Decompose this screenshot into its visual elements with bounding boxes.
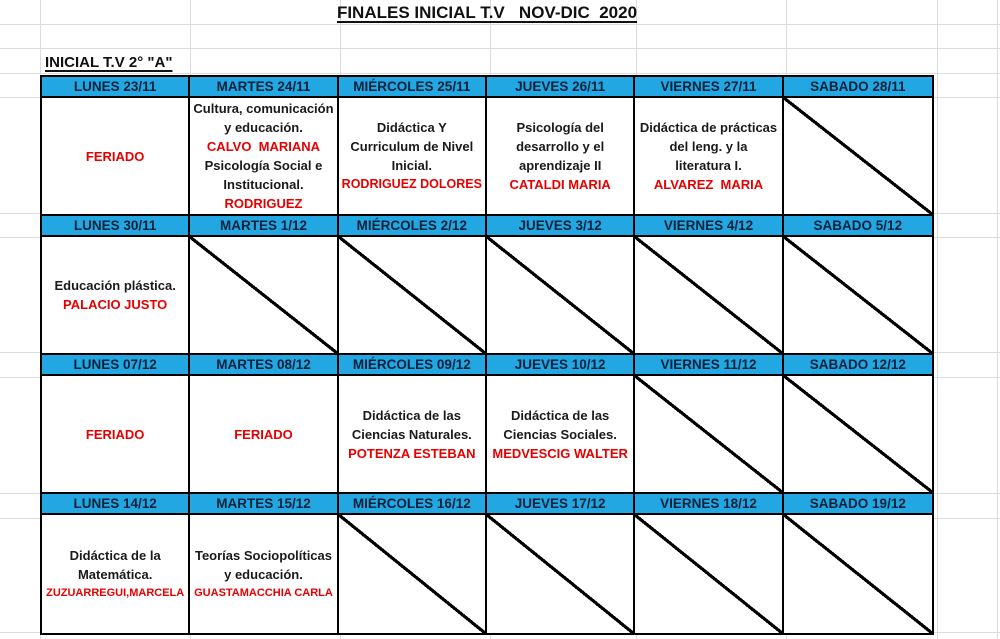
day-header-cell[interactable] — [784, 216, 932, 237]
day-header-label: LUNES 30/11 — [73, 218, 157, 233]
day-header-label: MARTES 1/12 — [219, 218, 307, 233]
course-text-line: Psicología del — [516, 120, 604, 135]
course-text-line: Teorías Sociopolíticas — [194, 547, 332, 563]
schedule-cell[interactable] — [42, 376, 190, 494]
day-header-label: SABADO 19/12 — [809, 496, 906, 511]
schedule-cell[interactable] — [42, 515, 190, 633]
course-text-line: Matemática. — [77, 566, 153, 582]
crossed-out-cell[interactable] — [784, 237, 932, 355]
day-header-label: VIERNES 18/12 — [660, 496, 757, 511]
day-header-cell[interactable] — [784, 355, 932, 376]
day-header-cell[interactable] — [190, 77, 338, 98]
day-header-label: JUEVES 10/12 — [514, 357, 606, 372]
course-text-line: literatura I. — [675, 158, 742, 173]
day-header-cell[interactable] — [784, 494, 932, 515]
crossed-out-cell[interactable] — [487, 515, 635, 633]
crossed-out-cell[interactable] — [339, 237, 487, 355]
day-header-cell[interactable] — [635, 494, 783, 515]
day-header-label: MARTES 15/12 — [216, 496, 311, 511]
course-text-line: Didáctica de la — [69, 547, 161, 563]
schedule-cell[interactable] — [487, 98, 635, 216]
course-text-line: y educación. — [224, 120, 303, 135]
course-text-line: aprendizaje II — [518, 158, 602, 173]
course-text-line: Cultura, comunicación — [193, 101, 334, 116]
day-header-cell[interactable] — [42, 216, 190, 237]
highlight-text-line: FERIADO — [85, 426, 145, 442]
day-header-cell[interactable] — [635, 216, 783, 237]
day-header-label: MARTES 08/12 — [216, 357, 311, 372]
schedule-table — [40, 75, 934, 635]
course-text-line: Didáctica Y — [376, 120, 447, 135]
schedule-cell[interactable] — [190, 515, 338, 633]
sheet-title: FINALES INICIAL T.V NOV-DIC 2020 — [336, 3, 638, 22]
day-header-cell[interactable] — [635, 77, 783, 98]
day-header-label: SABADO 12/12 — [809, 357, 906, 372]
schedule-cell[interactable] — [487, 376, 635, 494]
gridline — [0, 48, 1000, 49]
schedule-cell[interactable] — [42, 237, 190, 355]
schedule-cell[interactable] — [339, 376, 487, 494]
highlight-text-line: CATALDI MARIA — [509, 177, 611, 192]
day-header-label: MIÉRCOLES 16/12 — [352, 496, 471, 511]
course-text-line: Educación plástica. — [54, 278, 176, 293]
crossed-out-cell[interactable] — [635, 515, 783, 633]
highlight-text-line: PALACIO JUSTO — [63, 297, 168, 312]
day-header-label: MARTES 24/11 — [216, 79, 311, 94]
highlight-text-line: RODRIGUEZ — [224, 196, 303, 211]
course-text-line: Curriculum de Nivel — [350, 139, 474, 154]
schedule-cell[interactable] — [635, 98, 783, 216]
day-header-label: JUEVES 3/12 — [518, 218, 602, 233]
day-header-cell[interactable] — [190, 216, 338, 237]
course-text-line: Didáctica de prácticas — [639, 120, 778, 135]
day-header-label: LUNES 07/12 — [73, 357, 157, 372]
highlight-text-line: FERIADO — [234, 426, 293, 442]
gridline — [0, 73, 1000, 74]
highlight-text-line: FERIADO — [85, 148, 145, 164]
day-header-cell[interactable] — [190, 355, 338, 376]
schedule-cell[interactable] — [42, 98, 190, 216]
day-header-label: MIÉRCOLES 25/11 — [353, 79, 471, 94]
day-header-cell[interactable] — [487, 355, 635, 376]
day-header-cell[interactable] — [339, 77, 487, 98]
day-header-label: LUNES 14/12 — [73, 496, 157, 511]
day-header-cell[interactable] — [339, 216, 487, 237]
course-text-line: Didáctica de las — [362, 407, 461, 423]
course-text-line: Institucional. — [223, 177, 304, 192]
crossed-out-cell[interactable] — [784, 98, 932, 216]
highlight-text-line: POTENZA ESTEBAN — [348, 445, 476, 461]
gridline — [0, 24, 1000, 25]
day-header-label: JUEVES 26/11 — [515, 79, 606, 94]
highlight-text-line: ZUZUARREGUI,MARCELA — [46, 586, 185, 599]
course-text-line: Inicial. — [391, 158, 433, 173]
day-header-cell[interactable] — [190, 494, 338, 515]
day-header-cell[interactable] — [635, 355, 783, 376]
day-header-label: JUEVES 17/12 — [514, 496, 606, 511]
schedule-cell[interactable] — [339, 98, 487, 216]
crossed-out-cell[interactable] — [635, 376, 783, 494]
course-text-line: Ciencias Naturales. — [351, 426, 472, 442]
class-section-title: INICIAL T.V 2° "A" — [45, 54, 173, 71]
day-header-label: VIERNES 11/12 — [660, 357, 757, 372]
course-text-line: Psicología Social e — [204, 158, 323, 173]
highlight-text-line: GUASTAMACCHIA CARLA — [194, 586, 333, 599]
day-header-cell[interactable] — [784, 77, 932, 98]
schedule-cell[interactable] — [190, 376, 338, 494]
highlight-text-line: RODRIGUEZ DOLORES — [341, 177, 482, 191]
crossed-out-cell[interactable] — [487, 237, 635, 355]
course-text-line: y educación. — [224, 566, 303, 582]
day-header-label: VIERNES 27/11 — [660, 79, 757, 94]
course-text-line: Didáctica de las — [511, 407, 610, 423]
gridline — [997, 0, 998, 639]
crossed-out-cell[interactable] — [339, 515, 487, 633]
crossed-out-cell[interactable] — [635, 237, 783, 355]
day-header-cell[interactable] — [42, 355, 190, 376]
day-header-cell[interactable] — [42, 494, 190, 515]
course-text-line: Ciencias Sociales. — [503, 426, 617, 442]
day-header-cell[interactable] — [487, 494, 635, 515]
highlight-text-line: ALVAREZ MARIA — [653, 177, 764, 192]
highlight-text-line: CALVO MARIANA — [206, 139, 321, 154]
day-header-cell[interactable] — [487, 216, 635, 237]
day-header-label: LUNES 23/11 — [73, 79, 157, 94]
day-header-cell[interactable] — [42, 77, 190, 98]
crossed-out-cell[interactable] — [190, 237, 338, 355]
course-text-line: desarrollo y el — [516, 139, 605, 154]
highlight-text-line: MEDVESCIG WALTER — [492, 445, 628, 461]
day-header-label: SABADO 28/11 — [810, 79, 906, 94]
day-header-label: VIERNES 4/12 — [663, 218, 754, 233]
day-header-label: MIÉRCOLES 2/12 — [356, 218, 467, 233]
course-text-line: del leng. y la — [669, 139, 748, 154]
crossed-out-cell[interactable] — [784, 515, 932, 633]
day-header-cell[interactable] — [339, 494, 487, 515]
day-header-cell[interactable] — [339, 355, 487, 376]
day-header-label: SABADO 5/12 — [813, 218, 903, 233]
gridline — [937, 0, 938, 639]
day-header-cell[interactable] — [487, 77, 635, 98]
day-header-label: MIÉRCOLES 09/12 — [352, 357, 471, 372]
crossed-out-cell[interactable] — [784, 376, 932, 494]
schedule-cell[interactable] — [190, 98, 338, 216]
